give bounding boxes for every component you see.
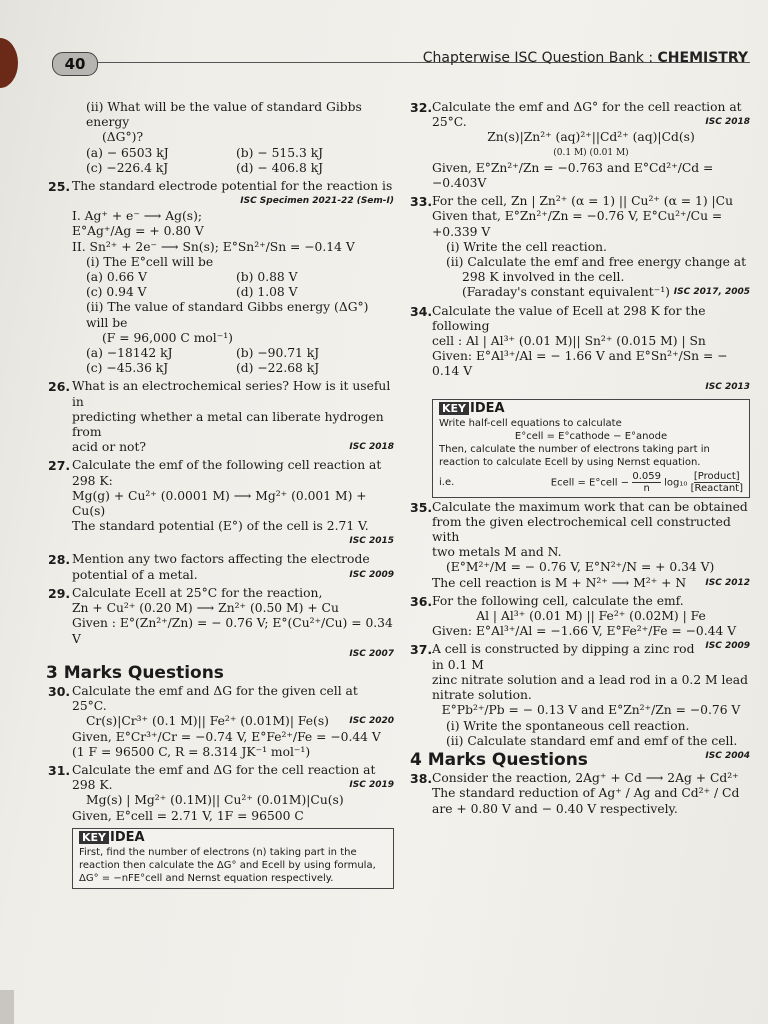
question-28	[28, 552, 394, 582]
denominator: n	[643, 482, 650, 494]
sub-question: (i) Write the spontaneous cell reaction.	[446, 718, 690, 733]
given-values: Given, E°cell = 2.71 V, 1F = 96500 C	[72, 808, 304, 823]
question-text: 25°C.	[432, 115, 467, 130]
question-number: 26.	[48, 379, 71, 395]
question-text: predicting whether a metal can liberate hydrogen from	[72, 409, 384, 440]
given-values: E°Pb²⁺/Pb = − 0.13 V and E°Zn²⁺/Zn = −0.76 V	[441, 703, 741, 718]
page-edge	[0, 990, 14, 1024]
right-column	[410, 100, 750, 820]
question-30	[28, 684, 394, 760]
option: (d) − 406.8 kJ	[236, 160, 324, 175]
key-idea-text: reaction to calculate Ecell by using Nernst equation.	[439, 456, 701, 468]
source-tag: ISC 2018	[349, 442, 394, 453]
question-text: What is an electrochemical series? How is it useful in	[72, 379, 391, 409]
option: (b) − 515.3 kJ	[236, 145, 324, 160]
question-text: The standard potential (E°) of the cell is 2.71 V.	[72, 519, 369, 534]
question-text: Calculate the emf and ΔG for the given cell at 25°C.	[72, 683, 358, 714]
idea-label: IDEA	[470, 400, 505, 416]
given-values: Given that, E°Zn²⁺/Zn = −0.76 V, E°Cu²⁺/Cu = +0.339 V	[432, 209, 723, 239]
question-27	[28, 458, 394, 549]
question-text: Calculate the maximum work that can be obtained	[432, 499, 748, 514]
left-column	[28, 100, 394, 891]
question-number: 25.	[48, 179, 71, 195]
question-text: Calculate the emf of the following cell reaction at 298 K:	[72, 458, 382, 488]
key-label: KEY	[439, 402, 469, 415]
numerator: [Product]	[693, 470, 740, 482]
option: (a) −18142 kJ	[86, 346, 173, 361]
option: (c) −226.4 kJ	[86, 160, 169, 175]
cell-notation: Cr(s)|Cr³⁺ (0.1 M)|| Fe²⁺ (0.01M)| Fe(s)	[86, 714, 329, 729]
question-text: The standard electrode potential for the reaction is	[72, 179, 393, 194]
option: (c) −45.36 kJ	[86, 361, 169, 376]
source-tag: ISC 2015	[349, 536, 394, 547]
question-text: For the cell, Zn | Zn²⁺ (α = 1) || Cu²⁺ (α = 1) |Cu	[432, 194, 733, 209]
question-number: 32.	[410, 100, 433, 115]
nernst-formula	[551, 471, 743, 494]
cell-notation: Zn(s)|Zn²⁺ (aq)²⁺||Cd²⁺ (aq)|Cd(s)	[487, 130, 695, 145]
section-heading: 4 Marks Questions	[410, 749, 588, 770]
cell-notation: Mg(s) | Mg²⁺ (0.1M)|| Cu²⁺ (0.01M)|Cu(s)	[86, 793, 344, 808]
question-text: Calculate the emf and ΔG° for the cell reaction at	[432, 100, 742, 114]
given-values: Given: E°Al³⁺/Al = −1.66 V, E°Fe²⁺/Fe = −0.44 V	[432, 624, 737, 639]
question-text: 298 K.	[72, 778, 113, 793]
option: (b) 0.88 V	[236, 270, 298, 285]
question-32	[410, 100, 750, 191]
sub-question: 298 K involved in the cell.	[462, 270, 625, 285]
numerator: 0.059	[632, 470, 661, 482]
given-values: Given: E°Al³⁺/Al = − 1.66 V and E°Sn²⁺/Sn = − 0.14 V	[432, 349, 728, 379]
question-text: Calculate the value of Ecell at 298 K for the following	[432, 303, 706, 333]
reaction: Consider the reaction, 2Ag⁺ + Cd ⟶ 2Ag + Cd²⁺	[432, 771, 739, 786]
formula: E°cell = E°cathode − E°anode	[514, 430, 668, 442]
source-tag: ISC 2004	[705, 750, 750, 761]
key-idea-text: ΔG° = −nFE°cell and Nernst equation respectively.	[79, 872, 334, 884]
question-text: A cell is constructed by dipping a zinc rod in 0.1 M	[432, 642, 695, 672]
question-text: For the following cell, calculate the emf.	[432, 593, 684, 608]
question-number: 34.	[410, 303, 433, 319]
question-number: 29.	[48, 585, 71, 601]
question-text: (ΔG°)?	[102, 130, 144, 145]
question-29	[28, 586, 394, 662]
given-values: Given, E°Zn²⁺/Zn = −0.763 and E°Cd²⁺/Cd = −0.403V	[432, 160, 714, 191]
fraction	[691, 471, 743, 494]
question-34	[410, 304, 750, 395]
source-tag: ISC 2009	[349, 569, 394, 580]
question-number: 35.	[410, 499, 433, 515]
question-text: Mention any two factors affecting the electrode	[72, 552, 370, 567]
option: (d) −22.68 kJ	[236, 361, 320, 376]
question-text: are + 0.80 V and − 0.40 V respectively.	[432, 801, 678, 816]
key-idea-text: First, find the number of electrons (n) taking part in the	[79, 846, 357, 858]
question-text: nitrate solution.	[432, 688, 532, 703]
source-tag: ISC 2018	[705, 117, 750, 128]
source-tag: ISC Specimen 2021-22 (Sem-I)	[240, 196, 394, 207]
question-text: from the given electrochemical cell constructed with	[432, 514, 731, 545]
cell-notation: cell : Al | Al³⁺ (0.01 M)|| Sn²⁺ (0.015 M) | Sn	[432, 334, 706, 349]
question-text: The standard reduction of Ag⁺ / Ag and Cd²⁺ / Cd	[432, 786, 740, 801]
given-values: Given, E°Cr³⁺/Cr = −0.74 V, E°Fe²⁺/Fe = −0.44 V	[72, 729, 381, 744]
constants: (1 F = 96500 C, R = 8.314 JK⁻¹ mol⁻¹)	[72, 744, 311, 759]
book-title: Chapterwise ISC Question Bank :	[422, 50, 658, 66]
options	[72, 270, 394, 300]
question-number: 31.	[48, 762, 71, 778]
key-idea-box	[432, 399, 750, 498]
question-text: Calculate Ecell at 25°C for the reaction,	[72, 585, 323, 600]
key-idea-text: Then, calculate the number of electrons taking part in	[439, 443, 710, 455]
question-text: (ii) What will be the value of standard Gibbs energy	[86, 100, 362, 130]
given-values: (E°M²⁺/M = − 0.76 V, E°N²⁺/N = + 0.34 V)	[446, 560, 715, 575]
reaction: The cell reaction is M + N²⁺ ⟶ M²⁺ + N	[432, 575, 687, 590]
question-33	[410, 194, 750, 300]
sub-question: (i) Write the cell reaction.	[446, 239, 607, 254]
question-number: 30.	[48, 683, 71, 699]
page-number: 40	[52, 52, 98, 76]
reaction: I. Ag⁺ + e⁻ ⟶ Ag(s); E°Ag⁺/Ag = + 0.80 V	[72, 209, 204, 239]
sub-question: (Faraday's constant equivalent⁻¹)	[462, 285, 670, 300]
question-number: 33.	[410, 194, 433, 210]
reaction: Zn + Cu²⁺ (0.20 M) ⟶ Zn²⁺ (0.50 M) + Cu	[72, 601, 339, 616]
key-idea-title	[79, 831, 387, 844]
punch-hole	[0, 38, 18, 88]
subject-title: CHEMISTRY	[657, 50, 748, 66]
question-35	[410, 500, 750, 591]
source-tag: ISC 2020	[349, 716, 394, 727]
key-label: KEY	[79, 831, 109, 844]
options	[72, 146, 394, 176]
nernst-equation	[439, 469, 743, 494]
key-idea-box	[72, 828, 394, 889]
denominator: [Reactant]	[690, 482, 743, 494]
sub-question: (F = 96,000 C mol⁻¹)	[102, 330, 233, 345]
source-tag: ISC 2017, 2005	[673, 287, 750, 298]
source-tag: ISC 2007	[349, 648, 394, 659]
option: (d) 1.08 V	[236, 285, 298, 300]
sub-question: (i) The E°cell will be	[86, 254, 214, 269]
question-number: 36.	[410, 593, 433, 609]
options	[72, 346, 394, 376]
fraction	[632, 471, 661, 494]
cell-notation: Al | Al³⁺ (0.01 M) || Fe²⁺ (0.02M) | Fe	[476, 609, 706, 624]
key-idea-text: reaction then calculate the ΔG° and Ecell by using formula,	[79, 859, 376, 871]
question-text: zinc nitrate solution and a lead rod in a 0.2 M lead	[432, 672, 748, 687]
question-text: two metals M and N.	[432, 545, 562, 560]
key-idea-text: Write half-cell equations to calculate	[439, 417, 622, 429]
log-term: log₁₀	[664, 477, 688, 489]
question-24-part	[28, 100, 394, 176]
option: (b) −90.71 kJ	[236, 346, 320, 361]
question-text: Calculate the emf and ΔG for the cell reaction at	[72, 762, 376, 777]
ie-label: i.e.	[439, 476, 455, 488]
question-31	[28, 763, 394, 824]
sub-question: (ii) The value of standard Gibbs energy (ΔG°) will be	[86, 300, 369, 330]
question-38	[410, 771, 750, 817]
nernst-left: Ecell = E°cell −	[550, 477, 630, 489]
concentrations: (0.1 M) (0.01 M)	[553, 147, 629, 158]
option: (a) − 6503 kJ	[86, 145, 169, 160]
question-number: 28.	[48, 552, 71, 568]
question-25	[28, 179, 394, 376]
given-values: Given : E°(Zn²⁺/Zn) = − 0.76 V; E°(Cu²⁺/Cu) = 0.34 V	[72, 616, 393, 646]
reaction: II. Sn²⁺ + 2e⁻ ⟶ Sn(s); E°Sn²⁺/Sn = −0.14 V	[72, 239, 355, 254]
question-number: 37.	[410, 642, 433, 658]
question-26	[28, 379, 394, 455]
question-text: potential of a metal.	[72, 567, 198, 582]
running-header	[423, 50, 748, 66]
section-heading: 3 Marks Questions	[46, 662, 224, 683]
sub-question: (ii) Calculate the emf and free energy change at	[446, 255, 747, 270]
sub-question: (ii) Calculate standard emf and emf of the cell.	[446, 733, 738, 748]
question-text: acid or not?	[72, 440, 146, 455]
source-tag: ISC 2013	[705, 381, 750, 392]
source-tag: ISC 2019	[349, 780, 394, 791]
source-tag: ISC 2012	[705, 577, 750, 588]
option: (c) 0.94 V	[86, 285, 147, 300]
source-tag: ISC 2009	[705, 641, 750, 652]
reaction: Mg(g) + Cu²⁺ (0.0001 M) ⟶ Mg²⁺ (0.001 M) + Cu(s)	[72, 488, 367, 519]
question-number: 38.	[410, 771, 433, 787]
question-number: 27.	[48, 458, 71, 474]
option: (a) 0.66 V	[86, 270, 148, 285]
idea-label: IDEA	[110, 829, 145, 845]
key-idea-title	[439, 402, 743, 415]
